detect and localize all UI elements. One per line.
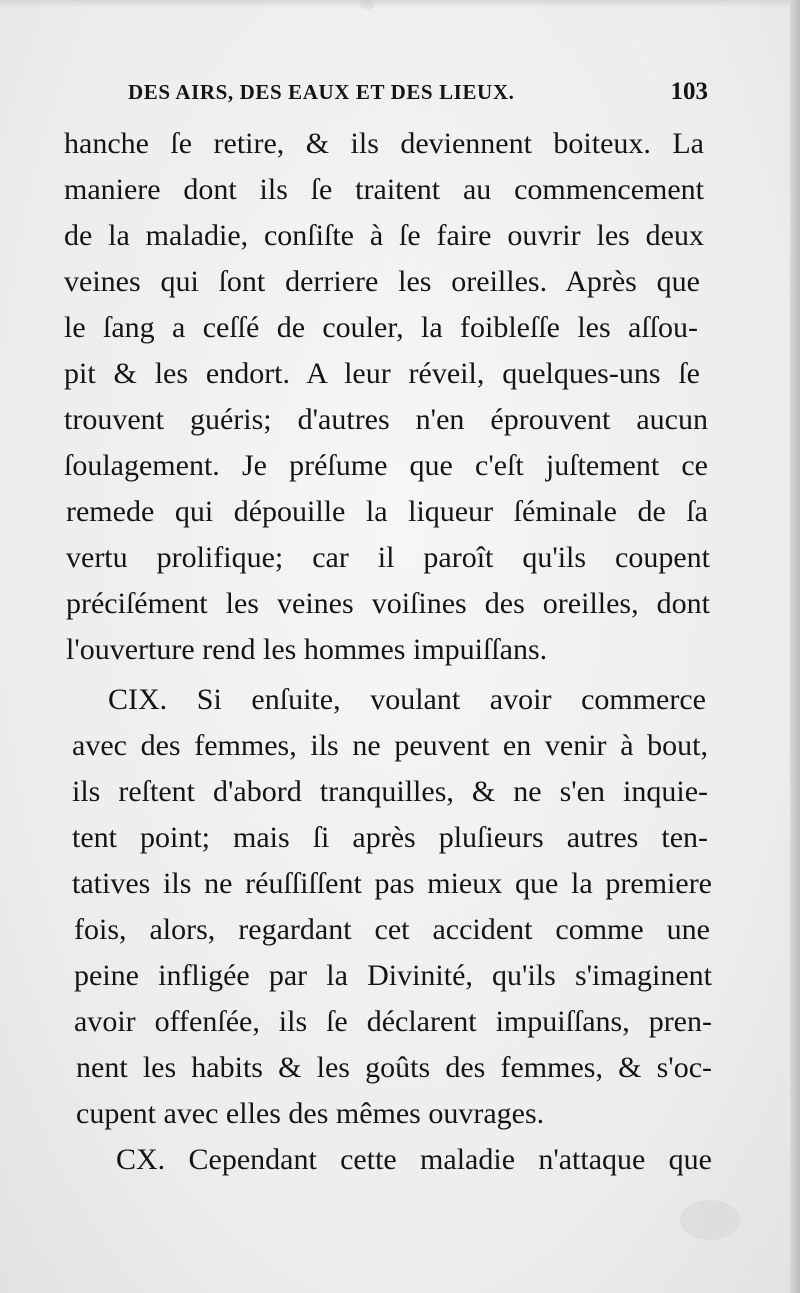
running-title: DES AIRS, DES EAUX ET DES LIEUX.	[128, 80, 515, 104]
section-cx-line: CX. Cependant cette maladie n'attaque que	[116, 1143, 712, 1176]
text-line: tatives ils ne réuſſiſſent pas mieux que la premiere	[72, 867, 712, 900]
text-line: avoir offenſée, ils ſe déclarent impuiſſans, pren-	[74, 1005, 712, 1038]
text-line: avec des femmes, ils ne peuvent en venir à bout,	[72, 729, 708, 762]
page-right-edge	[790, 0, 800, 1293]
text-line: ils reſtent d'abord tranquilles, & ne s'en inquie-	[72, 775, 708, 808]
text-line: préciſément les veines voiſines des oreilles, dont	[66, 587, 710, 620]
paper-stain	[680, 1200, 740, 1240]
text-line: nent les habits & les goûts des femmes, & s'oc-	[76, 1051, 712, 1084]
text-line: remede qui dépouille la liqueur ſéminale de ſa	[66, 495, 708, 528]
text-line: trouvent guéris; d'autres n'en éprouvent aucun	[64, 403, 708, 436]
text-line: pit & les endort. A leur réveil, quelques-uns ſe	[64, 357, 700, 390]
text-line: tent point; mais ſi après pluſieurs autres ten-	[72, 821, 708, 854]
text-line: vertu prolifique; car il paroît qu'ils coupent	[66, 541, 710, 574]
text-line: cupent avec elles des mêmes ouvrages.	[76, 1097, 545, 1130]
page-top-shadow	[0, 0, 800, 8]
text-line: de la maladie, conſiſte à ſe faire ouvrir les deux	[64, 219, 704, 252]
section-cix-line: CIX. Si enſuite, voulant avoir commerce	[108, 683, 706, 716]
text-line: ſoulagement. Je préſume que c'eſt juſtement ce	[64, 449, 708, 482]
text-line: fois, alors, regardant cet accident comme une	[74, 913, 710, 946]
text-line: maniere dont ils ſe traitent au commencement	[64, 173, 704, 206]
text-line: l'ouverture rend les hommes impuiſſans.	[66, 633, 548, 666]
text-line: hanche ſe retire, & ils deviennent boiteux. La	[64, 127, 704, 160]
text-line: le ſang a ceſſé de couler, la foibleſſe les aſſou-	[64, 311, 698, 344]
text-line: veines qui ſont derriere les oreilles. Après que	[64, 265, 700, 298]
paper-speck	[360, 0, 374, 10]
page-number: 103	[670, 78, 708, 105]
text-line: peine infligée par la Divinité, qu'ils s'imaginent	[74, 959, 712, 992]
running-head	[128, 80, 718, 110]
